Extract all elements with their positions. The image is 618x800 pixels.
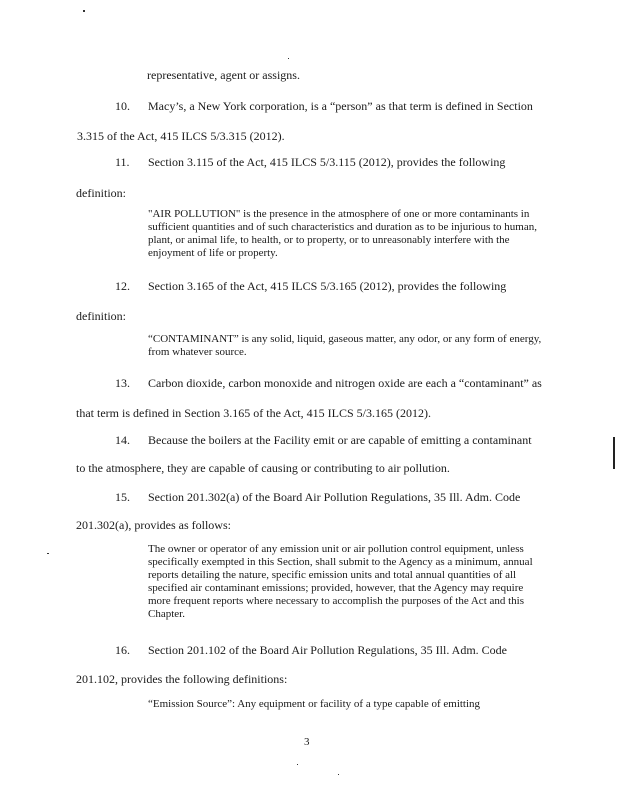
paragraph-12-line-1: Section 3.165 of the Act, 415 ILCS 5/3.165 (2012), provides the following bbox=[148, 279, 507, 293]
scan-speck bbox=[338, 774, 339, 775]
paragraph-13-line-2: that term is defined in Section 3.165 of the Act, 415 ILCS 5/3.165 (2012). bbox=[76, 406, 431, 420]
scan-edge-mark bbox=[613, 437, 615, 469]
paragraph-14-line-1: Because the boilers at the Facility emit or are capable of emitting a contaminant bbox=[148, 433, 532, 447]
paragraph-16-line-2: 201.102, provides the following definitions: bbox=[76, 672, 288, 686]
paragraph-12-number: 12. bbox=[115, 279, 130, 293]
paragraph-15-line-1: Section 201.302(a) of the Board Air Pollution Regulations, 35 Ill. Adm. Code bbox=[148, 490, 521, 504]
paragraph-11-line-2: definition: bbox=[76, 186, 126, 200]
paragraph-11-number: 11. bbox=[115, 155, 130, 169]
paragraph-14-line-2: to the atmosphere, they are capable of causing or contributing to air pollution. bbox=[76, 461, 450, 475]
paragraph-10-line-2: 3.315 of the Act, 415 ILCS 5/3.315 (2012). bbox=[77, 129, 285, 143]
paragraph-15-line-2: 201.302(a), provides as follows: bbox=[76, 518, 231, 532]
paragraph-16-number: 16. bbox=[115, 643, 130, 657]
quote-emission-source: “Emission Source”: Any equipment or facility of a type capable of emitting bbox=[148, 698, 481, 710]
page-number: 3 bbox=[304, 736, 310, 748]
paragraph-10-line-1: Macy’s, a New York corporation, is a “person” as that term is defined in Section bbox=[148, 99, 533, 113]
scan-speck bbox=[47, 553, 49, 554]
continuation-line: representative, agent or assigns. bbox=[147, 68, 300, 82]
quote-air-pollution: "AIR POLLUTION" is the presence in the atmosphere of one or more contaminants in sufficient quantities and of such characteristics and duration as to be injurious to human, plant, or animal life, to health, or to property, or to unreasonably interfere with the enjoyment of life or property. bbox=[148, 208, 537, 259]
paragraph-12-line-2: definition: bbox=[76, 309, 126, 323]
quote-contaminant: “CONTAMINANT” is any solid, liquid, gaseous matter, any odor, or any form of energy, from whatever source. bbox=[148, 333, 542, 358]
scan-speck bbox=[297, 764, 298, 765]
quote-annual-reports: The owner or operator of any emission unit or air pollution control equipment, unless specifically exempted in this Section, shall submit to the Agency as a minimum, annual reports detailing the nature, specific emission units and total annual quantities of all specified air contaminant emissions; provided, however, that the Agency may require more frequent reports where necessary to accomplish the purposes of the Act and this Chapter. bbox=[148, 543, 533, 620]
paragraph-13-line-1: Carbon dioxide, carbon monoxide and nitrogen oxide are each a “contaminant” as bbox=[148, 376, 542, 390]
paragraph-15-number: 15. bbox=[115, 490, 130, 504]
paragraph-16-line-1: Section 201.102 of the Board Air Pollution Regulations, 35 Ill. Adm. Code bbox=[148, 643, 507, 657]
paragraph-13-number: 13. bbox=[115, 376, 130, 390]
paragraph-11-line-1: Section 3.115 of the Act, 415 ILCS 5/3.115 (2012), provides the following bbox=[148, 155, 506, 169]
paragraph-10-number: 10. bbox=[115, 99, 130, 113]
paragraph-14-number: 14. bbox=[115, 433, 130, 447]
scan-speck bbox=[83, 10, 85, 12]
scan-speck bbox=[288, 58, 289, 59]
